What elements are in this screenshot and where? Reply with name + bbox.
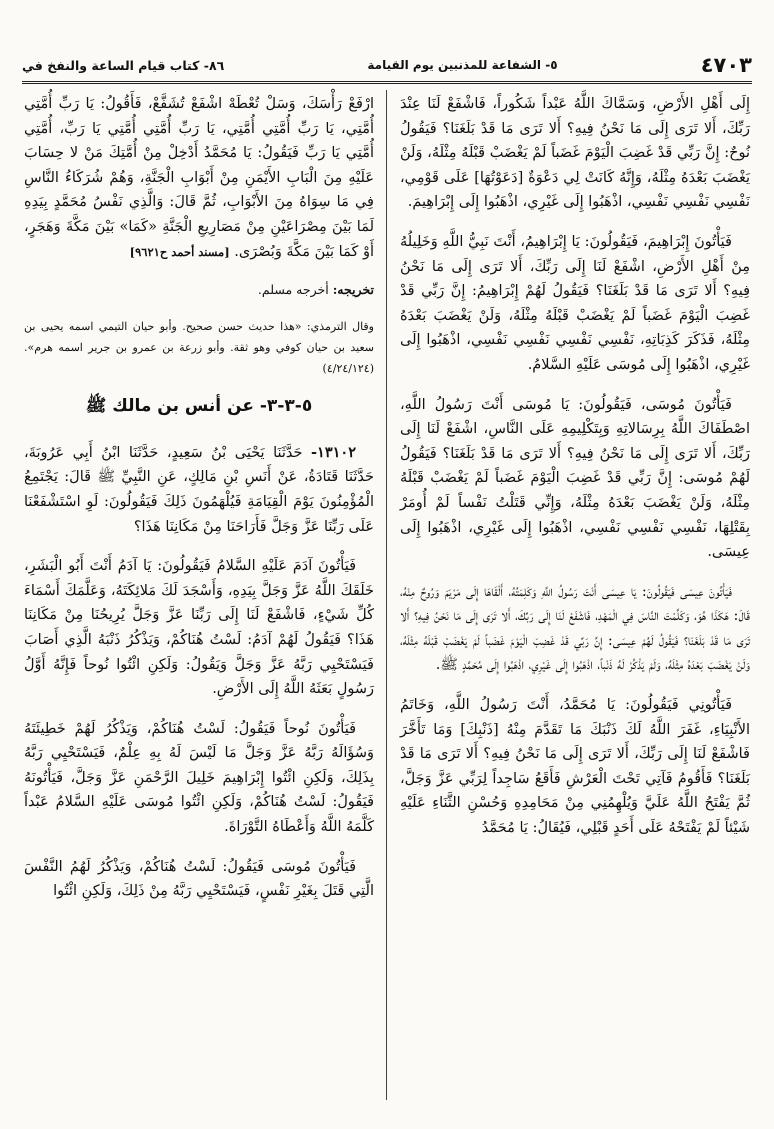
paragraph-muhammad: فَيَأْتُونِي فَيَقُولُونَ: يَا مُحَمَّدُ، أَنْتَ رَسُولُ اللَّهِ، وَخَاتَمُ الأَنْبِيَاءِ، غَفَرَ اللَّهُ لَكَ ذَنْبَكَ مَا تَقَدَّمَ مِنْهُ [ذَنْبِكَ] وَمَا تَأَخَّرَ فَاشْفَعْ لَنَا إِلَى رَبِّكَ، أَلا تَرَى إِلَى مَا نَحْنُ فِيهِ؟ أَلا تَرَى مَا قَدْ بَلَغَنَا؟ فَأَقُومُ فَآتِي تَحْتَ الْعَرْشِ فَأَقَعُ سَاجِداً لِرَبِّي عَزَّ وَجَلَّ، ثُمَّ يَفْتَحُ اللَّهُ عَلَيَّ وَيُلْهِمُنِي مِنْ مَحَامِدِهِ وَحُسْنِ الثَّنَاءِ عَلَيْهِ شَيْئاً لَمْ يَفْتَحْهُ عَلَى أَحَدٍ قَبْلِي، فَيُقَالُ: يَا مُحَمَّدُ <box>400 697 750 837</box>
takhrij-text: أخرجه مسلم. <box>257 282 329 298</box>
page-number: ٤٧٠٣ <box>700 53 752 77</box>
hadith-number: ١٣١٠٢- <box>311 443 356 461</box>
left-column <box>24 92 374 919</box>
paragraph-isa: فَيَأْتُونَ عِيسَى فَيَقُولُونَ: يَا عِيسَى أَنْتَ رَسُولُ اللَّهِ وَكَلِمَتُهُ، أَلْقَاهَا إِلَى مَرْيَمَ وَرُوحٌ مِنْهُ، قَالَ: هَكَذَا هُوَ، وَكَلَّمْتَ النَّاسَ فِي الْمَهْدِ، فَاشْفَعْ لَنَا إِلَى رَبِّكَ، أَلا تَرَى إِلَى مَا نَحْنُ فِيهِ؟ أَلا تَرَى مَا قَدْ بَلَغَنَا؟ فَيَقُولُ لَهُمْ عِيسَى: إِنَّ رَبِّي قَدْ غَضِبَ الْيَوْمَ غَضَباً لَمْ يَغْضَبْ قَبْلَهُ مِثْلَهُ، وَلَنْ يَغْضَبَ بَعْدَهُ مِثْلَهُ، وَلَمْ يَذْكُرْ لَهُ ذَنْباً، اذْهَبُوا إِلَى غَيْرِي، اذْهَبُوا إِلَى مُحَمَّدٍ ﷺ. <box>400 583 750 674</box>
header-divider <box>22 81 752 84</box>
takhrij-label: تخريجه: <box>332 282 374 298</box>
hadith-paragraph <box>24 441 374 539</box>
paragraph-musa-left: فَيَأْتُونَ مُوسَى فَيَقُولُ: لَسْتُ هُنَاكُمْ، وَيَذْكُرُ لَهُمُ النَّفْسَ الَّتِي قَتَلَ بِغَيْرِ نَفْسٍ، فَيَسْتَحْيِي رَبَّهُ مِنْ ذَلِكَ، وَلَكِنِ ائْتُوا <box>24 858 374 900</box>
source-reference: [مسند أحمد ح٩٦٢١] <box>129 244 230 259</box>
paragraph-ibrahim: فَيَأْتُونَ إِبْرَاهِيمَ، فَيَقُولُونَ: يَا إِبْرَاهِيمُ، أَنْتَ نَبِيُّ اللَّهِ وَخَلِيلُهُ مِنْ أَهْلِ الأَرْضِ، اشْفَعْ لَنَا إِلَى رَبِّكَ، أَلا تَرَى إِلَى مَا نَحْنُ فِيهِ؟ أَلا تَرَى مَا قَدْ بَلَغَنَا؟ فَيَقُولُ لَهُمْ إِبْرَاهِيمُ: إِنَّ رَبِّي قَدْ غَضِبَ الْيَوْمَ غَضَباً لَمْ يَغْضَبْ قَبْلَهُ مِثْلَهُ، وَلَنْ يَغْضَبَ بَعْدَهُ مِثْلَهُ، فَذَكَرَ كَذِبَاتِهِ، نَفْسِي نَفْسِي نَفْسِي نَفْسِي، اذْهَبُوا إِلَى غَيْرِي، اذْهَبُوا إِلَى مُوسَى عَلَيْهِ السَّلامُ. <box>400 233 750 373</box>
paragraph-nuh-ibrahim: فَيَأْتُونَ نُوحاً فَيَقُولُ: لَسْتُ هُنَاكُمْ، وَيَذْكُرُ لَهُمْ خَطِيئَتَهُ وَسُؤَالَهُ رَبَّهُ عَزَّ وَجَلَّ مَا لَيْسَ لَهُ بِهِ عِلْمٌ، فَيَسْتَحْيِي رَبَّهُ بِذَلِكَ، وَلَكِنِ ائْتُوا إِبْرَاهِيمَ خَلِيلَ الرَّحْمَنِ عَزَّ وَجَلَّ، فَيَأْتُونَهُ فَيَقُولُ: لَسْتُ هُنَاكُمْ، وَلَكِنِ ائْتُوا مُوسَى عَلَيْهِ السَّلامُ عَبْداً كَلَّمَهُ اللَّهُ وَأَعْطَاهُ التَّوْرَاةَ. <box>24 720 374 836</box>
right-column <box>400 92 750 856</box>
section-heading: ٥-٣-٣- عن أنس بن مالك ﷺ <box>85 396 313 417</box>
paragraph-continuation <box>24 92 374 264</box>
hadith-isnad: حَدَّثَنَا يَحْيَى بْنُ سَعِيدٍ، حَدَّثَنَا ابْنُ أَبِي عَرُوبَةَ، حَدَّثَنَا قَتَادَةُ، عَنْ أَنَسِ بْنِ مَالِكٍ، عَنِ النَّبِيِّ ﷺ قَالَ: يَجْتَمِعُ الْمُؤْمِنُونَ يَوْمَ الْقِيَامَةِ فَيُلْهَمُونَ ذَلِكَ فَيَقُولُونَ: لَوِ اسْتَشْفَعْنَا عَلَى رَبِّنَا عَزَّ وَجَلَّ فَأَرَاحَنَا مِنْ مَكَانِنَا هَذَا؟ <box>24 444 374 535</box>
column-divider <box>386 90 387 1100</box>
paragraph-nuh: إِلَى أَهْلِ الأَرْضِ، وَسَمَّاكَ اللَّهُ عَبْداً شَكُوراً، فَاشْفَعْ لَنَا عِنْدَ رَبِّكَ، أَلا تَرَى إِلَى مَا نَحْنُ فِيهِ؟ أَلا تَرَى مَا قَدْ بَلَغَنَا؟ فَيَقُولُ نُوحٌ: إِنَّ رَبِّي قَدْ غَضِبَ الْيَوْمَ غَضَباً لَمْ يَغْضَبْ قَبْلَهُ مِثْلَهُ، وَلَنْ يَغْضَبَ بَعْدَهُ مِثْلَهُ، وَإِنَّهُ كَانَتْ لِي دَعْوَةٌ [دَعَوْتُهَا] عَلَى قَوْمِي، نَفْسِي نَفْسِي نَفْسِي، اذْهَبُوا إِلَى غَيْرِي، اذْهَبُوا إِلَى إِبْرَاهِيمَ. <box>400 96 750 211</box>
paragraph-adam: فَيَأْتُونَ آدَمَ عَلَيْهِ السَّلامُ فَيَقُولُونَ: يَا آدَمُ أَنْتَ أَبُو الْبَشَرِ، خَلَقَكَ اللَّهُ عَزَّ وَجَلَّ بِيَدِهِ، وَأَسْجَدَ لَكَ مَلائِكَتَهُ، وَعَلَّمَكَ أَسْمَاءَ كُلِّ شَيْءٍ، فَاشْفَعْ لَنَا إِلَى رَبِّنَا عَزَّ وَجَلَّ يُرِيحُنَا مِنْ مَكَانِنَا هَذَا؟ فَيَقُولُ لَهُمْ آدَمُ: لَسْتُ هُنَاكُمْ، وَيَذْكُرُ ذَنْبَهُ الَّذِي أَصَابَ فَيَسْتَحْيِي رَبَّهُ عَزَّ وَجَلَّ وَيَقُولُ: وَلَكِنِ ائْتُوا نُوحاً فَإِنَّهُ أَوَّلُ رَسُولٍ بَعَثَهُ اللَّهُ إِلَى الأَرْضِ. <box>24 558 374 698</box>
paragraph-musa: فَيَأْتُونَ مُوسَى، فَيَقُولُونَ: يَا مُوسَى أَنْتَ رَسُولُ اللَّهِ، اصْطَفَاكَ اللَّهُ بِرِسَالاتِهِ وَبِتَكْلِيمِهِ عَلَى النَّاسِ، اشْفَعْ لَنَا إِلَى رَبِّكَ، أَلا تَرَى إِلَى مَا نَحْنُ فِيهِ؟ أَلا تَرَى مَا قَدْ بَلَغَنَا؟ فَيَقُولُ لَهُمْ مُوسَى: إِنَّ رَبِّي قَدْ غَضِبَ الْيَوْمَ غَضَباً لَمْ يَغْضَبْ قَبْلَهُ مِثْلَهُ، وَلَنْ يَغْضَبَ بَعْدَهُ مِثْلَهُ، وَإِنِّي قَتَلْتُ نَفْساً لَمْ أُومَرْ بِقَتْلِهَا، نَفْسِي نَفْسِي نَفْسِي، اذْهَبُوا إِلَى غَيْرِي، اذْهَبُوا إِلَى عِيسَى. <box>400 396 750 561</box>
book-running-title: ٨٦- كتاب قيام الساعة والنفخ في <box>22 57 225 73</box>
section-running-title: ٥- الشفاعة للمذنبين يوم القيامة <box>367 58 558 72</box>
continuation-text: ارْفَعْ رَأْسَكَ، وَسَلْ تُعْطَهْ اشْفَعْ تُشَفَّعْ، فَأَقُولُ: يَا رَبِّ أُمَّتِي أُمَّتِي، يَا رَبِّ أُمَّتِي أُمَّتِي، يَا رَبِّ أُمَّتِي أُمَّتِي يَا رَبِّ، أُمَّتِي أُمَّتِي يَا رَبِّ فَيَقُولُ: يَا مُحَمَّدُ أَدْخِلْ مِنْ أُمَّتِكَ مَنْ لا حِسَابَ عَلَيْهِ مِنَ الْبَابِ الأَيْمَنِ مِنْ أَبْوَابِ الْجَنَّةِ، وَهُمْ شُرَكَاءُ النَّاسِ فِي مَا سِوَاهُ مِنَ الأَبْوَابِ، ثُمَّ قَالَ: وَالَّذِي نَفْسُ مُحَمَّدٍ بِيَدِهِ لَمَا بَيْنَ مِصْرَاعَيْنِ مِنْ مَصَارِيعِ الْجَنَّةِ «كَمَا» بَيْنَ مَكَّةَ وَهَجَرٍ، أَوْ كَمَا بَيْنَ مَكَّةَ وَبُصْرَى. <box>24 96 374 260</box>
tirmidhi-note: وقال الترمذي: «هذا حديث حسن صحيح. وأبو حيان التيمي اسمه يحيى بن سعيد بن حيان كوفي وهو ثقة. وأبو زرعة بن عمرو بن جرير اسمه هرم». (٤/٢٤/١٢٤) <box>24 320 374 376</box>
takhrij <box>24 279 374 301</box>
page-header <box>22 50 752 80</box>
